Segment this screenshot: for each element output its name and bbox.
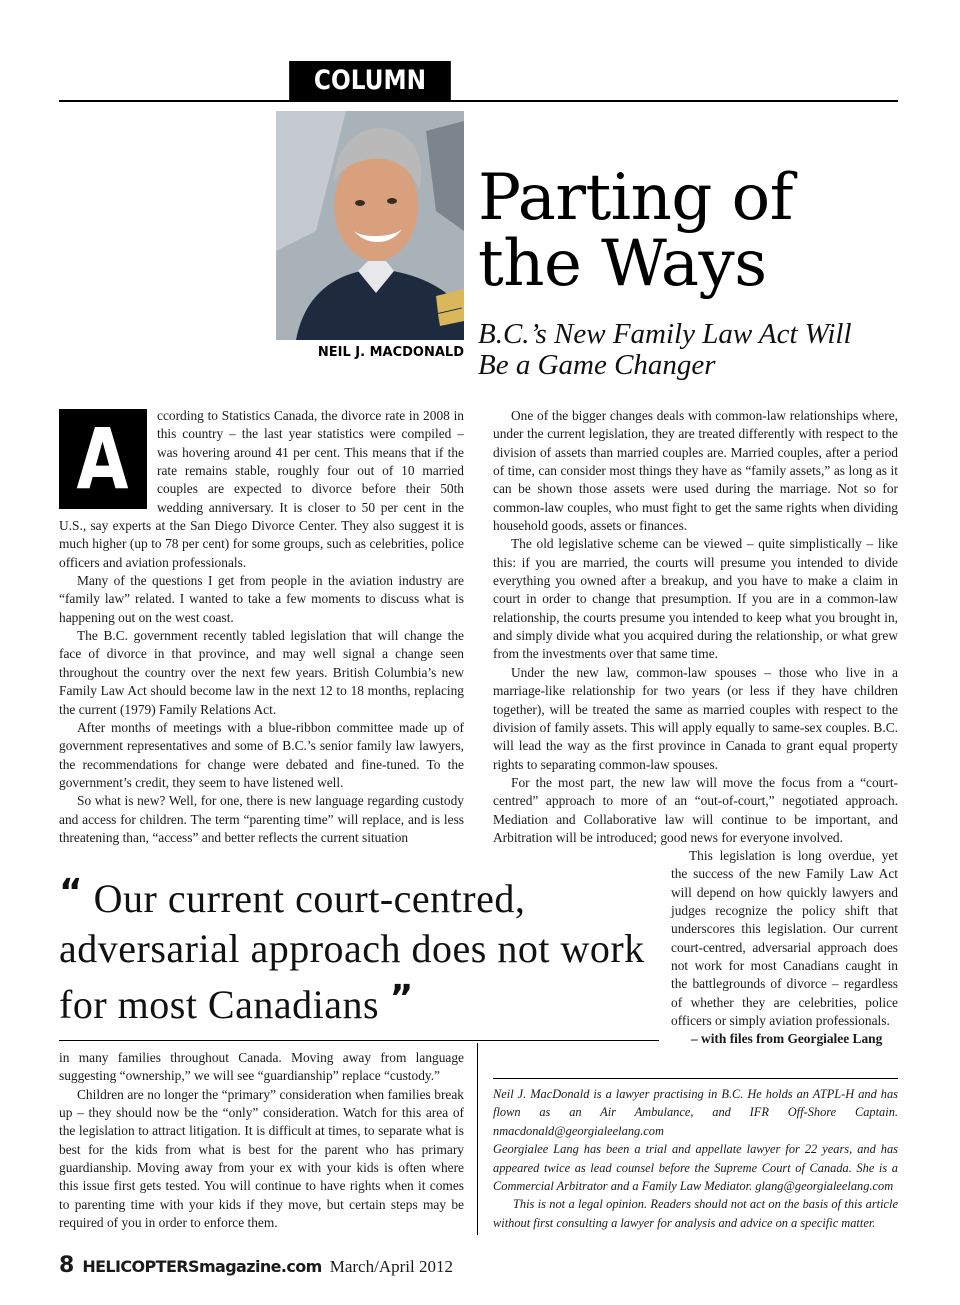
body-paragraph: This legislation is long overdue, yet the success of the new Family Law Act will depend on how quickly lawyers and judges recognize the policy shift that underscores this legislation. Our current court-centred, adversarial approach does not work for most Canadians caught in the battlegrounds of divorce – regardless of whether they are celebrities, police officers or simply aviation professionals. — [671, 848, 898, 1029]
right-column-narrow — [671, 847, 898, 1049]
top-rule — [59, 100, 898, 102]
legal-disclaimer: This is not a legal opinion. Readers should not act on the basis of this article without first consulting a lawyer for analysis and advice on a specific matter. — [493, 1197, 898, 1230]
headline-line-1: Parting of — [478, 161, 793, 235]
drop-cap-letter: A — [76, 410, 129, 508]
bio-rule — [493, 1078, 898, 1079]
pull-quote — [59, 868, 664, 1030]
bio-lang: Georgialee Lang has been a trial and appellate lawyer for 22 years, and has appeared twice as lead counsel before the Supreme Court of Canada. She is a Commercial Arbitrator and a Family Law Mediator. glang@georgialeelang.com — [493, 1142, 898, 1194]
body-paragraph: One of the bigger changes deals with common-law relationships where, under the current legislation, they are treated differently with respect to the division of assets than married couples are. Married couples, after a period of time, can consider most things they have as “family assets,” as long as it can be shown those assets were used during the marriage. Not so for common-law couples, who must fight to get the same rights when dividing household goods, assets or finances. — [493, 408, 898, 534]
issue-date: March/April 2012 — [329, 1257, 453, 1276]
page-footer — [59, 1253, 453, 1279]
author-portrait — [276, 111, 464, 340]
body-paragraph: ccording to Statistics Canada, the divorce rate in 2008 in this country – the last year statistics were compiled – was hovering around 41 per cent. This means that if the rate remains stable, roughly four out of 10 married couples are expected to divorce before their 50th wedding anniversary. It is closer to 50 per cent in the U.S., say experts at the San Diego Divorce Center. They also suggest it is much higher (up to 78 per cent) for some groups, such as celebrities, police officers and aviation professionals. — [59, 408, 464, 570]
subhead-line-1: B.C.’s New Family Law Act Will — [478, 318, 852, 350]
headline — [478, 161, 898, 301]
pull-quote-text: Our current court-centred, adversarial approach does not work for most Canadians — [59, 876, 645, 1027]
author-bio — [493, 1085, 898, 1232]
page-number: 8 — [59, 1253, 75, 1278]
subhead — [478, 319, 898, 381]
body-paragraph: For the most part, the new law will move the focus from a “court-centred” approach to more of an “out-of-court,” negotiated approach. Mediation and Collaborative law will continue to be important, and Arbitration will be introduced; good news for everyone involved. — [493, 774, 898, 845]
bio-macdonald: Neil J. MacDonald is a lawyer practising in B.C. He holds an ATPL-H and has flown as an Air Ambulance, and IFR Off-Shore Captain. nmacdonald@georgialeelang.com — [493, 1087, 898, 1138]
open-quote-mark: “ — [59, 872, 84, 913]
column-divider — [477, 1043, 478, 1235]
body-paragraph: The B.C. government recently tabled legislation that will change the face of divorce in that province, and may well signal a change seen throughout the country over the next few years. British Columbia’s new Family Law Act should become law in the next 12 to 18 months, replacing the current (1979) Family Relations Act. — [59, 628, 464, 717]
drop-cap-spacer — [59, 407, 157, 516]
left-column-lower — [59, 1049, 464, 1232]
portrait-illustration — [276, 111, 464, 340]
right-column — [493, 407, 898, 847]
body-paragraph: Under the new law, common-law spouses – those who live in a marriage-like relationship for two years (or less if they have children together), will be treated the same as married couples with respect to the division of family assets. This will apply equally to same-sex couples. B.C. will lead the way as the first province in Canada to grant equal property rights to separating common-law spouses. — [493, 664, 898, 772]
attribution: – with files from Georgialee Lang — [691, 1031, 883, 1047]
magazine-name: HELICOPTERSmagazine.com — [82, 1257, 322, 1276]
body-paragraph: Children are no longer the “primary” consideration when families break up – they should now be the “only” consideration. Watch for this area of the legislation to attract litigation. It is difficult at times, to separate what is best for the kids from what is best for the parent who has primary guardianship. Moving away from your ex with your kids is often where this issue first gets tested. You will continue to have rights when it comes to parenting time with your kids if they move, but certain steps may be required of you in order to enforce them. — [59, 1086, 464, 1231]
author-byline: NEIL J. MACDONALD — [317, 345, 464, 360]
headline-line-2: the Ways — [478, 227, 767, 301]
body-paragraph: in many families throughout Canada. Moving away from language suggesting “ownership,” we will see “guardianship” replace “custody.” — [59, 1050, 464, 1084]
body-paragraph: The old legislative scheme can be viewed – quite simplistically – like this: if you are married, the courts will presume you intended to divide everything you owned after a breakup, and you have to make a claim in court in order to change that presumption. If you are in a common-law relationship, the courts presume you intended to keep what you brought in, and simply divide what you acquired during the relationship, or what grew from the investments over that same time. — [493, 536, 898, 662]
body-paragraph: After months of meetings with a blue-ribbon committee made up of government representatives and some of B.C.’s senior family law lawyers, the recommendations for change were debated and fine-tuned. To the government’s credit, they seem to have listened well. — [59, 719, 464, 790]
body-paragraph: So what is new? Well, for one, there is new language regarding custody and access for children. The term “parenting time” will replace, and is less threatening than, “access” and better reflects the current situation — [59, 793, 464, 845]
close-quote-mark: ” — [389, 978, 414, 1019]
pull-quote-rule — [59, 1040, 659, 1041]
section-tag: COLUMN — [289, 61, 451, 101]
body-paragraph: Many of the questions I get from people in the aviation industry are “family law” related. I wanted to take a few moments to discuss what is happening out on the west coast. — [59, 573, 464, 625]
subhead-line-2: Be a Game Changer — [478, 349, 716, 381]
left-column-upper — [59, 407, 464, 847]
